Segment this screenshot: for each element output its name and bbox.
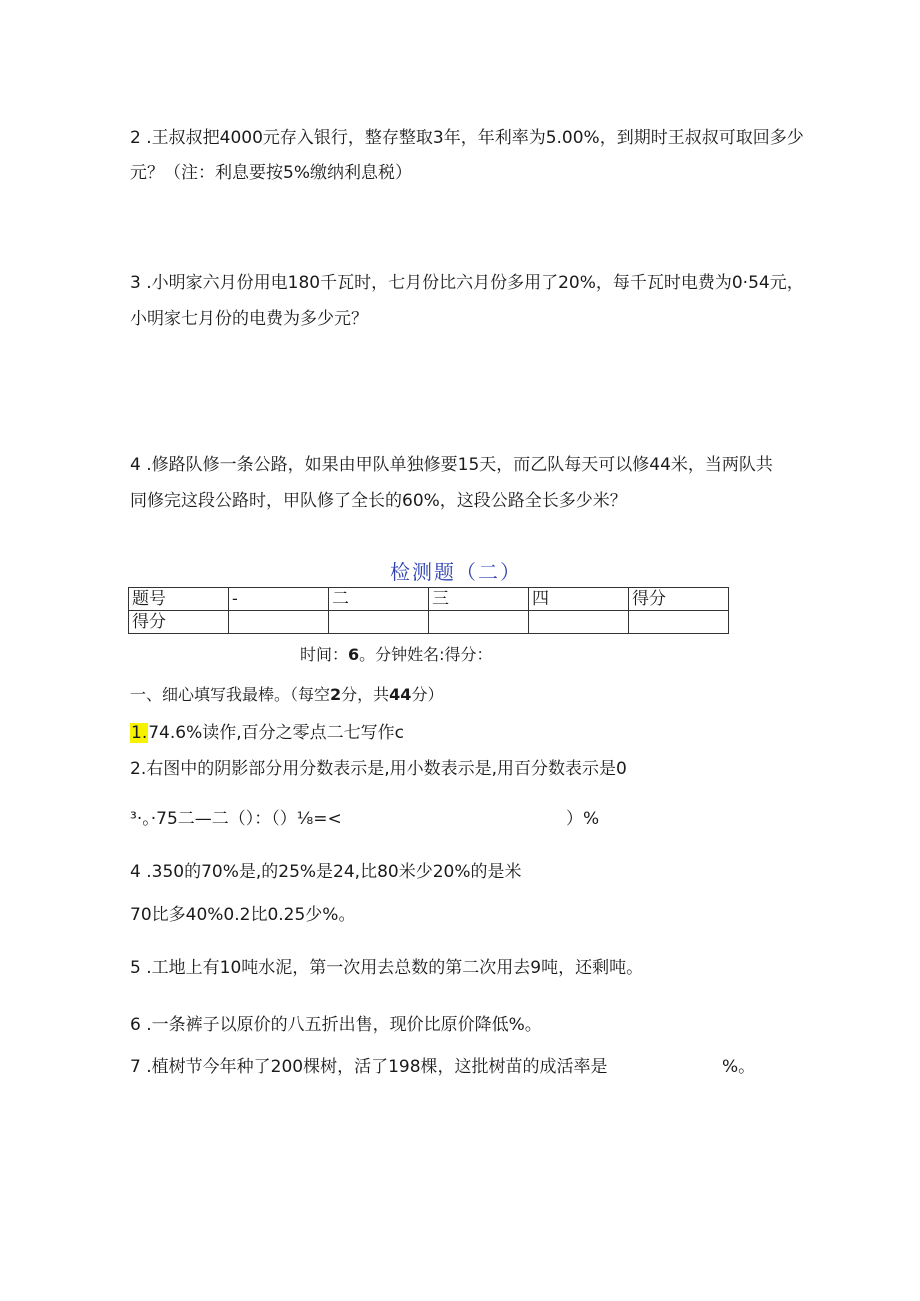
part-one-points-each: 2 [330, 685, 342, 704]
fill-item-7-right: %。 [722, 1057, 756, 1077]
score-table-cell: 三 [429, 588, 529, 611]
fill-item-1-number-highlight: 1. [131, 723, 148, 743]
time-name-score-line [300, 642, 493, 665]
fill-item-1-text: 74.6%读作,百分之零点二七写作c [148, 723, 404, 743]
part-one-points-total: 44 [389, 685, 412, 704]
time-suffix: 。分钟姓名:得分： [359, 645, 493, 664]
problem-4-line2: 同修完这段公路时，甲队修了全长的60%，这段公路全长多少米？ [130, 491, 627, 511]
problem-2-line1: 2 .王叔叔把4000元存入银行，整存整取3年，年利率为5.00%，到期时王叔叔可取回多少 [130, 128, 804, 148]
fill-item-7: 7 .植树节今年种了200棵树，活了198棵，这批树苗的成活率是 [130, 1057, 608, 1077]
part-one-end: 分） [411, 685, 444, 704]
fill-item-3-right: ）% [566, 809, 600, 829]
part-one-heading [130, 684, 443, 706]
score-table [128, 587, 729, 634]
time-prefix: 时间： [300, 645, 349, 664]
score-table-header-row [129, 588, 729, 611]
part-one-prefix: 一、细心填写我最棒。（每空 [130, 685, 331, 704]
fill-item-5: 5 .工地上有10吨水泥，第一次用去总数的第二次用去9吨，还剩吨。 [130, 958, 644, 978]
score-table-cell: 题号 [129, 588, 229, 611]
fill-item-3-left: ³·。·75二—二（）：（）⅛=< [130, 809, 342, 829]
fill-item-4b: 70比多40%0.2比0.25少%。 [130, 905, 356, 925]
fill-item-2: 2.右图中的阴影部分用分数表示是,用小数表示是,用百分数表示是0 [130, 759, 627, 779]
score-table-cell: 得分 [129, 611, 229, 634]
part-one-mid: 分，共 [341, 685, 390, 704]
problem-4-line1: 4 .修路队修一条公路，如果由甲队单独修要15天，而乙队每天可以修44米，当两队共 [130, 455, 773, 475]
problem-3-line2: 小明家七月份的电费为多少元？ [130, 309, 368, 329]
score-table-score-row [129, 611, 729, 634]
score-table-empty-cell [229, 611, 329, 634]
score-table-empty-cell [629, 611, 729, 634]
problem-2-line2: 元？（注：利息要按5%缴纳利息税） [130, 163, 412, 183]
score-table-empty-cell [429, 611, 529, 634]
fill-item-6: 6 .一条裤子以原价的八五折出售，现价比原价降低%。 [130, 1015, 542, 1035]
fill-item-4: 4 .350的70%是,的25%是24,比80米少20%的是米 [130, 862, 522, 882]
score-table-empty-cell [329, 611, 429, 634]
score-table-cell: 得分 [629, 588, 729, 611]
score-table-cell: 二 [329, 588, 429, 611]
score-table-cell: 四 [529, 588, 629, 611]
fill-item-1 [130, 722, 404, 744]
problem-3-line1: 3 .小明家六月份用电180千瓦时，七月份比六月份多用了20%，每千瓦时电费为0·54元， [130, 273, 804, 293]
time-number: 6 [348, 645, 360, 664]
score-table-empty-cell [529, 611, 629, 634]
score-table-cell: - [229, 588, 329, 611]
section-title: 检测题（二） [390, 560, 522, 584]
